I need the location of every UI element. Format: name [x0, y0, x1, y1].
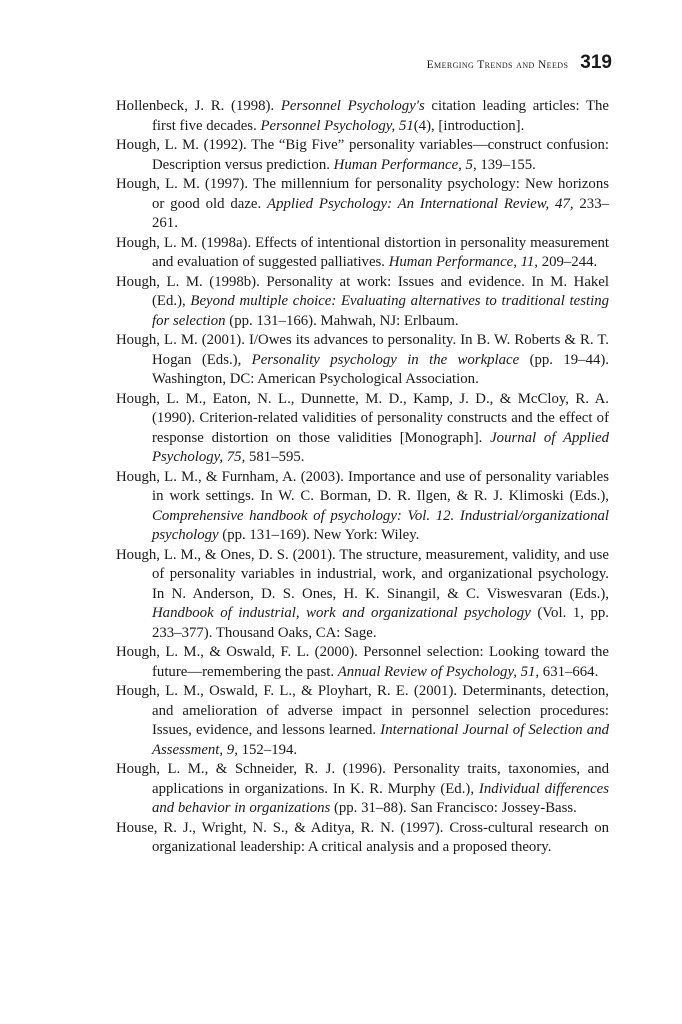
- reference-entry: Hough, L. M., Oswald, F. L., & Ployhart, R. E. (2001). Determinants, detection, and amelioration of adverse impact in personnel selection procedures: Issues, evidence, and lessons learned. International Journal of Selection and Assessment, 9, 152–194.: [116, 683, 609, 758]
- reference-entry: Hough, L. M. (1998b). Personality at work: Issues and evidence. In M. Hakel (Ed.), Beyond multiple choice: Evaluating alternatives to traditional testing for selection (pp. 131–166). Mahwah, NJ: Erlbaum.: [116, 273, 609, 329]
- reference-entry: House, R. J., Wright, N. S., & Aditya, R. N. (1997). Cross-cultural research on organizational leadership: A critical analysis and a proposed theory.: [116, 819, 609, 855]
- reference-entry: Hollenbeck, J. R. (1998). Personnel Psychology's citation leading articles: The first five decades. Personnel Psychology, 51(4), [introduction].: [116, 98, 609, 134]
- reference-entry: Hough, L. M. (2001). I/Owes its advances to personality. In B. W. Roberts & R. T. Hogan (Eds.), Personality psychology in the workplace (pp. 19–44). Washington, DC: American Psychological Association.: [116, 332, 609, 387]
- reference-entry: Hough, L. M. (1992). The “Big Five” personality variables—construct confusion: Description versus prediction. Human Performance, 5, 139–155.: [116, 137, 609, 173]
- reference-entry: Hough, L. M., & Schneider, R. J. (1996). Personality traits, taxonomies, and applications in organizations. In K. R. Murphy (Ed.), Individual differences and behavior in organizations (pp. 31–88). San Francisco: Jossey-Bass.: [116, 761, 609, 816]
- reference-entry: Hough, L. M., & Furnham, A. (2003). Importance and use of personality variables in work settings. In W. C. Borman, D. R. Ilgen, & R. J. Klimoski (Eds.), Comprehensive handbook of psychology: Vol. 12. Industrial/organizational psychology (pp. 131–169). New York: Wiley.: [116, 468, 609, 543]
- reference-entry: Hough, L. M. (1997). The millennium for personality psychology: New horizons or good old daze. Applied Psychology: An International Review, 47, 233–261.: [116, 176, 609, 231]
- reference-entry: Hough, L. M. (1998a). Effects of intentional distortion in personality measurement and evaluation of suggested palliatives. Human Performance, 11, 209–244.: [116, 234, 609, 270]
- reference-entry: Hough, L. M., & Oswald, F. L. (2000). Personnel selection: Looking toward the future—remembering the past. Annual Review of Psychology, 51, 631–664.: [116, 644, 609, 680]
- reference-entry: Hough, L. M., Eaton, N. L., Dunnette, M. D., Kamp, J. D., & McCloy, R. A. (1990). Criterion-related validities of personality constructs and the effect of response distortion on those validities [Monograph]. Journal of Applied Psychology, 75, 581–595.: [116, 390, 609, 465]
- running-head: [427, 52, 612, 74]
- reference-list: [116, 97, 609, 858]
- page-number: 319: [580, 52, 612, 73]
- reference-entry: Hough, L. M., & Ones, D. S. (2001). The structure, measurement, validity, and use of personality variables in industrial, work, and organizational psychology. In N. Anderson, D. S. Ones, H. K. Sinangil, & C. Viswesvaran (Eds.), Handbook of industrial, work and organizational psychology (Vol. 1, pp. 233–377). Thousand Oaks, CA: Sage.: [116, 546, 609, 641]
- running-title: Emerging Trends and Needs: [426, 59, 569, 71]
